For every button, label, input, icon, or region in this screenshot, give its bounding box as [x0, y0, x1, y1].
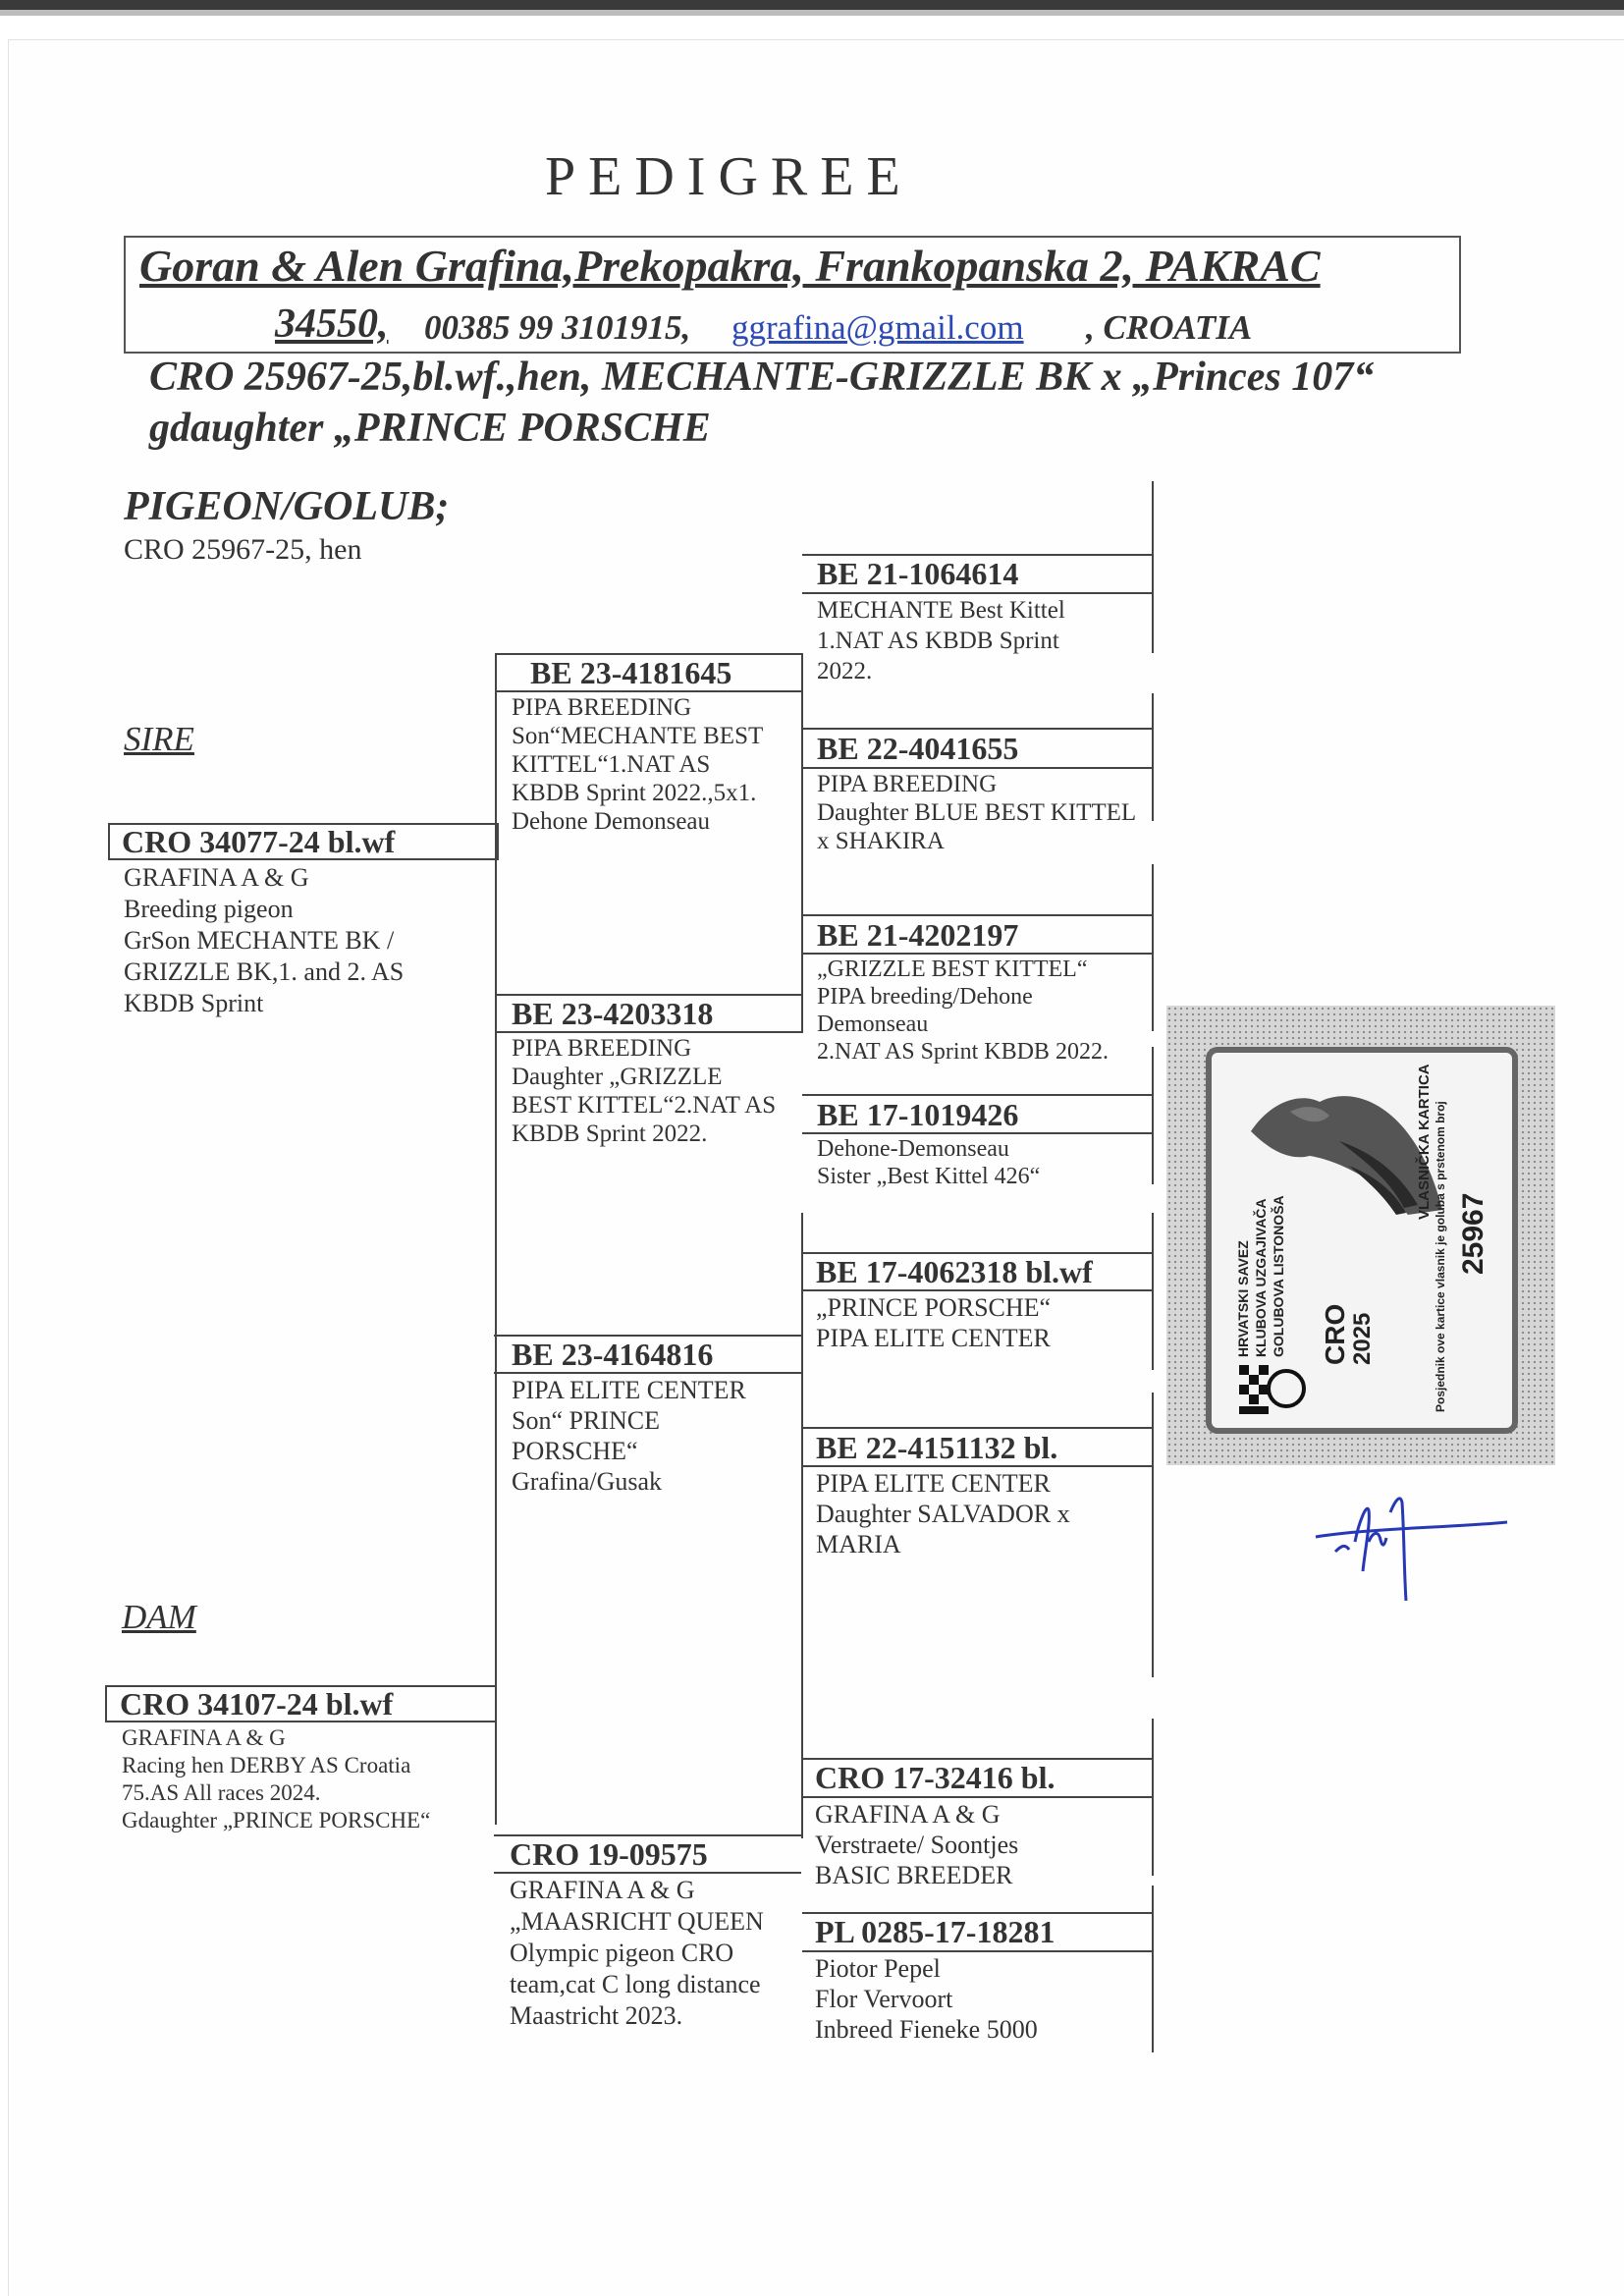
ss-info: PIPA BREEDING Son“MECHANTE BEST KITTEL“1.NAT AS KBDB Sprint 2022.,5x1. Dehone Demonseau	[512, 694, 764, 835]
ds-bottom-line	[494, 1372, 801, 1374]
association-logo-icon	[1237, 1363, 1306, 1416]
stamp-number: 25967	[1457, 1192, 1489, 1275]
sd-info: PIPA BREEDING Daughter „GRIZZLE BEST KITTEL“2.NAT AS KBDB Sprint 2022.	[512, 1035, 777, 1147]
stamp-line1: HRVATSKI SAVEZ	[1235, 1240, 1251, 1357]
dds-ring: CRO 17-32416 bl.	[815, 1760, 1056, 1795]
ssd-bottom-line	[802, 767, 1154, 769]
dd-info: GRAFINA A & G „MAASRICHT QUEEN Olympic pigeon CRO team,cat C long distance Maastricht 2023.	[510, 1876, 764, 2030]
ds-info: PIPA ELITE CENTER Son“ PRINCE PORSCHE“ Grafina/Gusak	[512, 1376, 746, 1496]
ds-bracket-line	[801, 1213, 803, 1838]
sds-bottom-line	[802, 953, 1154, 955]
dds-bottom-line	[802, 1796, 1154, 1798]
dam-ring: CRO 34107-24 bl.wf	[120, 1686, 394, 1722]
stamp-year: 2025	[1349, 1312, 1376, 1365]
ownership-card	[1206, 1047, 1518, 1434]
stamp-line2: KLUBOVA UZGAJIVAČA	[1253, 1198, 1269, 1357]
sd-bottom-line	[496, 1031, 803, 1033]
sds-bracket-line	[1152, 864, 1154, 1031]
ddd-ring: PL 0285-17-18281	[815, 1914, 1056, 1949]
sire-ring: CRO 34077-24 bl.wf	[122, 824, 396, 859]
stamp-note: Posjednik ove kartice vlasnik je goluba s prstenom broj	[1434, 1101, 1447, 1412]
handwritten-signature	[1306, 1483, 1522, 1611]
ddd-info: Piotor Pepel Flor Vervoort Inbreed Fieneke 5000	[815, 1954, 1038, 2044]
dam-info: GRAFINA A & G Racing hen DERBY AS Croatia 75.AS All races 2024. Gdaughter „PRINCE PORSCHE“	[122, 1725, 431, 1832]
sds-info: „GRIZZLE BEST KITTEL“ PIPA breeding/Dehone Demonseau 2.NAT AS Sprint KBDB 2022.	[817, 957, 1109, 1065]
pigeon-ring: CRO 25967-25, hen	[124, 533, 362, 566]
ssd-ring: BE 22-4041655	[817, 731, 1019, 766]
sss-ring: BE 21-1064614	[817, 556, 1019, 591]
sds-ring: BE 21-4202197	[817, 917, 1019, 953]
ssd-bracket-line	[1152, 693, 1154, 821]
sds-top-line	[802, 914, 1154, 916]
stamp-cro: CRO	[1320, 1303, 1350, 1365]
pigeon-description: CRO 25967-25,bl.wf.,hen, MECHANTE-GRIZZLE BK x „Princes 107“ gdaughter „PRINCE PORSCHE	[149, 355, 1375, 451]
dd-bottom-line	[494, 1872, 801, 1874]
sss-bracket-line	[1152, 481, 1154, 653]
dsd-info: PIPA ELITE CENTER Daughter SALVADOR x MARIA	[816, 1469, 1070, 1558]
ddd-bottom-line	[802, 1950, 1154, 1952]
ddd-bracket-line	[1152, 1886, 1154, 2052]
page-title: PEDIGREE	[545, 146, 913, 207]
ss-ring: BE 23-4181645	[530, 655, 732, 690]
dsd-top-line	[802, 1427, 1154, 1429]
scan-top-shadow	[0, 10, 1624, 16]
pigeon-label: PIGEON/GOLUB;	[124, 484, 450, 529]
dss-info: „PRINCE PORSCHE“ PIPA ELITE CENTER	[816, 1293, 1052, 1352]
sdd-bracket-line	[1152, 1047, 1154, 1184]
dsd-ring: BE 22-4151132 bl.	[816, 1430, 1058, 1465]
ssd-info: PIPA BREEDING Daughter BLUE BEST KITTEL x SHAKIRA	[817, 771, 1137, 854]
dds-bracket-line	[1152, 1719, 1154, 1876]
sss-info: MECHANTE Best Kittel 1.NAT AS KBDB Sprint 2022.	[817, 597, 1065, 684]
sd-ring: BE 23-4203318	[512, 996, 714, 1031]
owner-email-link[interactable]: ggrafina@gmail.com	[731, 308, 1024, 347]
ss-bottom-line	[496, 690, 803, 692]
dss-ring: BE 17-4062318 bl.wf	[816, 1254, 1093, 1289]
dds-info: GRAFINA A & G Verstraete/ Soontjes BASIC BREEDER	[815, 1800, 1019, 1889]
dsd-bracket-line	[1152, 1393, 1154, 1677]
owner-country: , CROATIA	[1086, 308, 1253, 347]
dsd-bottom-line	[802, 1465, 1154, 1467]
ds-ring: BE 23-4164816	[512, 1337, 714, 1372]
sire-label: SIRE	[124, 720, 194, 758]
owner-phone: 00385 99 3101915,	[424, 308, 691, 347]
stamp-card-title: VLASNIČKA KARTICA	[1416, 1064, 1433, 1220]
sdd-ring: BE 17-1019426	[817, 1097, 1019, 1132]
stamp-line3: GOLUBOVA LISTONOŠA	[1271, 1195, 1286, 1357]
dam-label: DAM	[122, 1598, 196, 1636]
dss-bottom-line	[802, 1289, 1154, 1291]
owner-name-address: Goran & Alen Grafina,Prekopakra, Frankopanska 2, PAKRAC	[139, 241, 1321, 291]
sss-bottom-line	[802, 592, 1154, 594]
sire-info: GRAFINA A & G Breeding pigeon GrSon MECHANTE BK / GRIZZLE BK,1. and 2. AS KBDB Sprint	[124, 863, 405, 1017]
sdd-info: Dehone-Demonseau Sister „Best Kittel 426“	[817, 1136, 1041, 1189]
sire-bracket-line	[495, 653, 497, 1825]
sdd-bottom-line	[802, 1132, 1154, 1134]
scan-top-edge	[0, 0, 1624, 10]
dss-bracket-line	[1152, 1213, 1154, 1370]
ssd-top-line	[802, 728, 1154, 730]
sdd-top-line	[802, 1094, 1154, 1096]
ss-bracket-line	[801, 653, 803, 1033]
owner-postcode: 34550,	[275, 301, 389, 347]
dd-ring: CRO 19-09575	[510, 1836, 708, 1872]
